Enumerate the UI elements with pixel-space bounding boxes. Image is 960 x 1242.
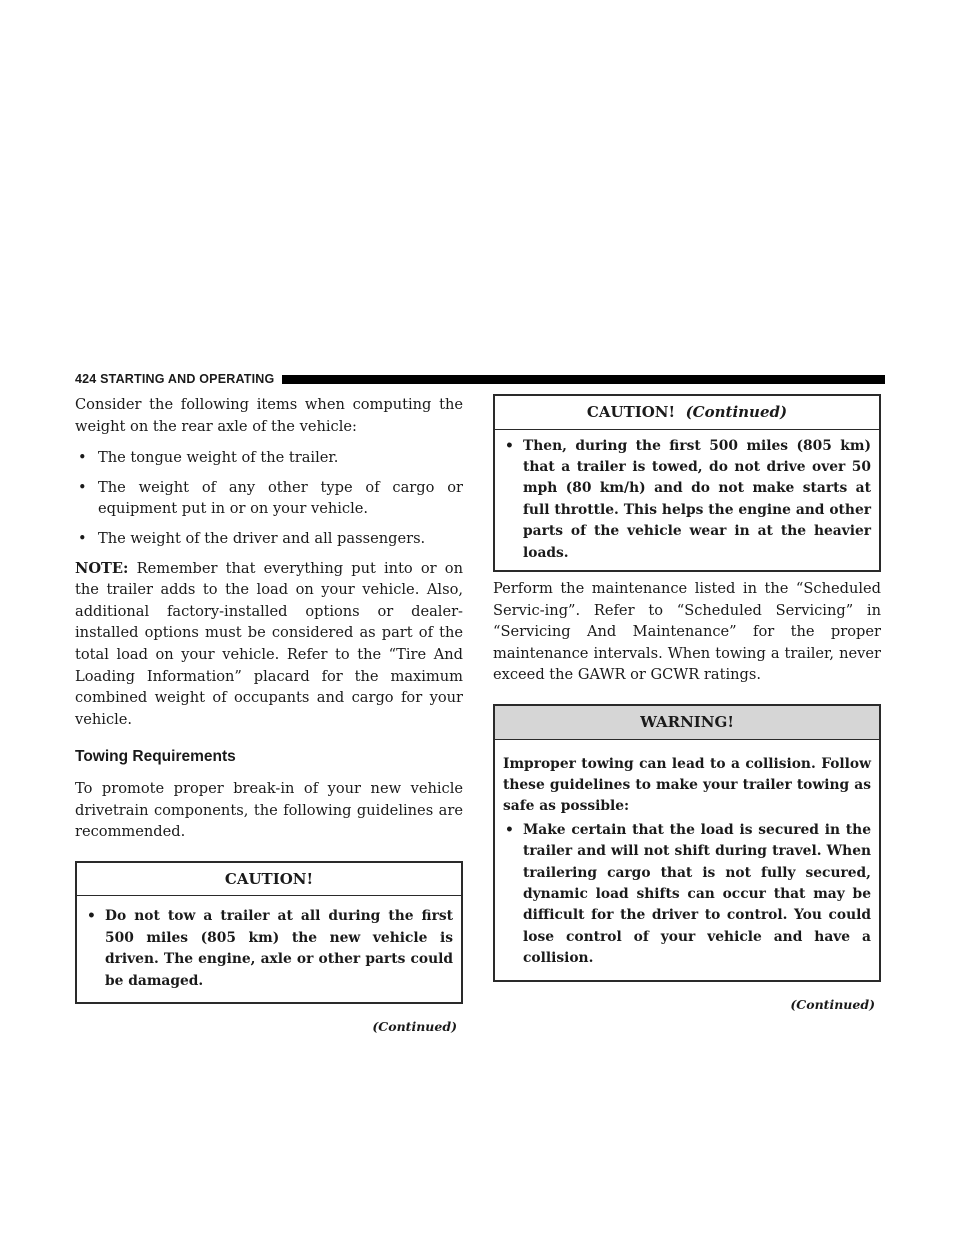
continued-label: (Continued) xyxy=(790,996,875,1012)
bullet-icon: • xyxy=(78,478,87,496)
continued-label: (Continued) xyxy=(372,1018,457,1034)
caution-box xyxy=(75,861,463,1004)
list-item: • Then, during the first 500 miles (805 km) that a trailer is towed, do not drive over 50 mph (80 km/h) and do not make starts at full throttle. This helps the engine and other parts of the vehicle wear in at the heavier loads. xyxy=(505,437,871,561)
warning-body xyxy=(495,740,879,980)
header-rule xyxy=(282,375,885,384)
bullet-icon: • xyxy=(87,908,96,925)
left-column xyxy=(75,394,463,1038)
right-column xyxy=(493,394,881,1015)
list-item: • Make certain that the load is secured in the trailer and will not shift during travel. When trailering cargo that is not fully secured, dynamic load shifts can occur that may be difficult for the driver to control. You could lose control of your vehicle and have a collision. xyxy=(505,821,871,967)
continued-heading: (Continued) xyxy=(685,403,788,421)
note-label: NOTE: xyxy=(75,559,129,577)
caution-box-continued xyxy=(493,394,881,572)
warning-box xyxy=(493,704,881,982)
note-paragraph: NOTE: Remember that everything put into or on the trailer adds to the load on your vehicle. Also, additional factory-installed options or dealer-installed options must be considered as part of the total load on your vehicle. Refer to the “Tire And Loading Information” placard for the maximum combined weight of occupants and cargo for your vehicle. xyxy=(75,559,463,728)
caution-body xyxy=(495,430,879,570)
body-paragraph: Perform the maintenance listed in the “Scheduled Servic-ing”. Refer to “Scheduled Servicing” in “Servicing And Maintenance” for the proper maintenance intervals. When towing a trailer, never exceed the GAWR or GCWR ratings. xyxy=(493,580,881,684)
body-paragraph: To promote proper break-in of your new vehicle drivetrain components, the following guidelines are recommended. xyxy=(75,779,463,841)
list-item: • The tongue weight of the trailer. xyxy=(75,447,463,469)
caution-body xyxy=(77,896,461,1002)
page-header xyxy=(75,370,885,388)
bullet-icon: • xyxy=(505,821,514,838)
list-item: • The weight of any other type of cargo or equipment put in or on your vehicle. xyxy=(78,478,463,518)
list-item: • The weight of the driver and all passengers. xyxy=(75,528,463,550)
bullet-icon: • xyxy=(505,437,514,454)
caution-title: CAUTION! (Continued) xyxy=(495,396,879,430)
bullet-icon: • xyxy=(78,529,87,547)
warning-title: WARNING! xyxy=(495,706,879,740)
intro-paragraph: Consider the following items when computing the weight on the rear axle of the vehicle: xyxy=(75,396,463,435)
bullet-icon: • xyxy=(78,449,87,467)
section-heading: Towing Requirements xyxy=(75,748,236,766)
caution-title: CAUTION! xyxy=(77,863,461,897)
page-number-section: 424 STARTING AND OPERATING xyxy=(75,372,275,386)
warning-intro: Improper towing can lead to a collision. Follow these guidelines to make your trailer towing as safe as possible: xyxy=(503,755,871,815)
list-item: • Do not tow a trailer at all during the first 500 miles (805 km) the new vehicle is driven. The engine, axle or other parts could be damaged. xyxy=(87,908,453,989)
